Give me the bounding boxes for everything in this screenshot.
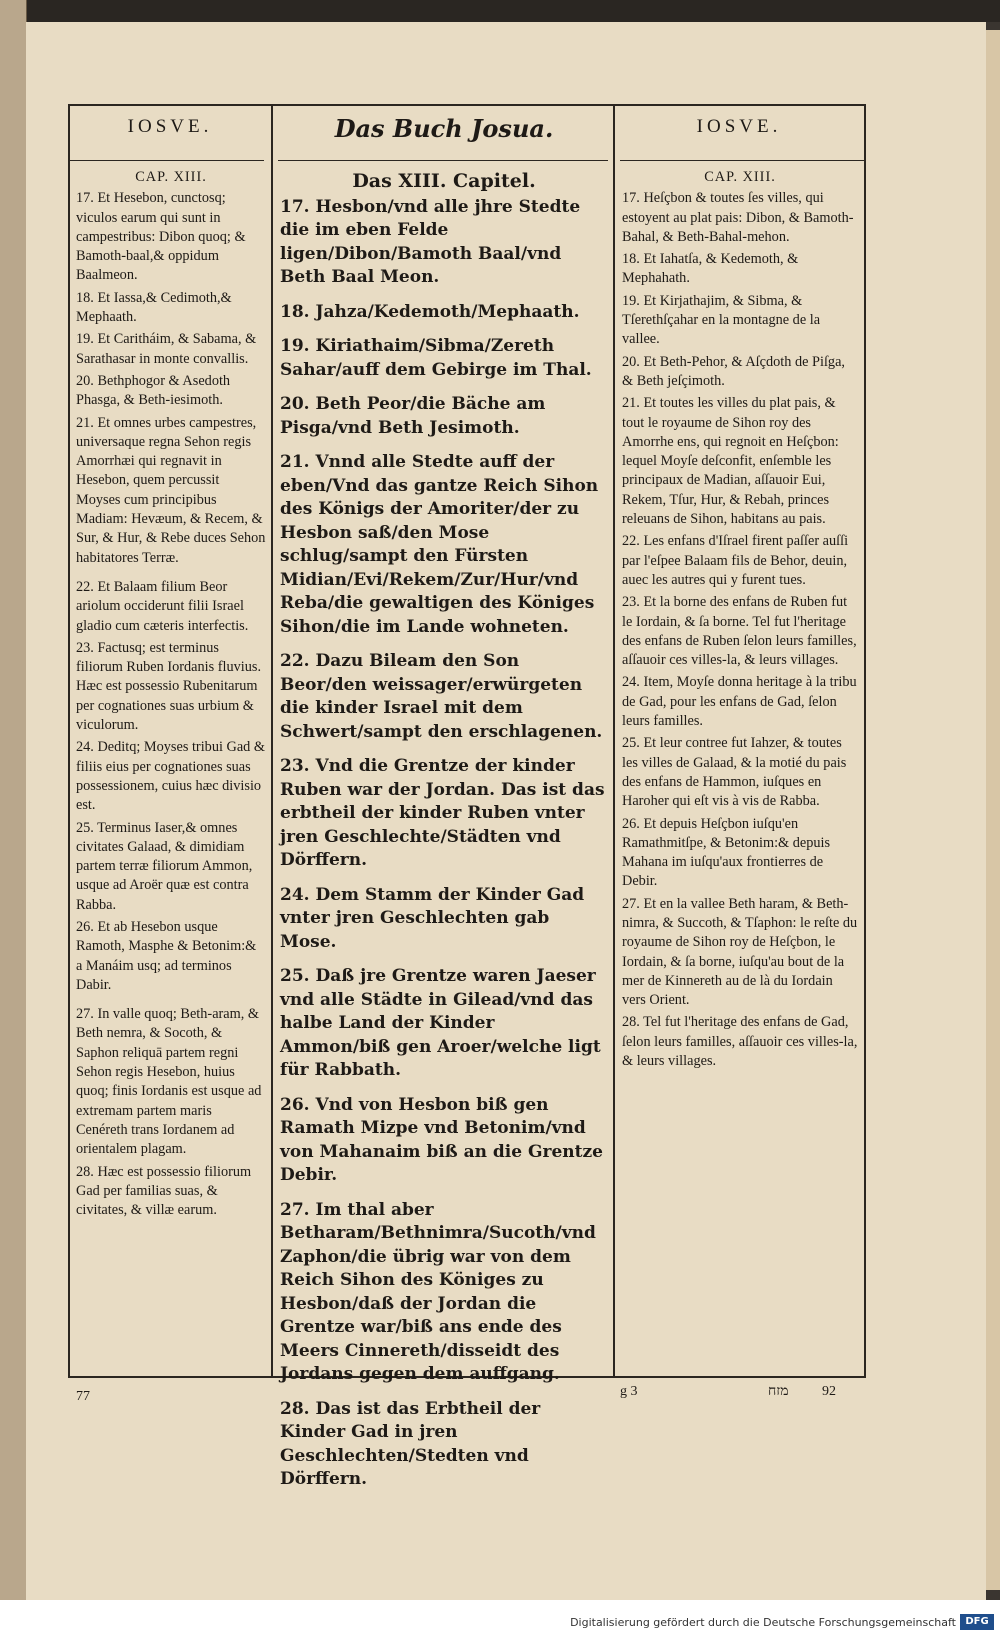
verse-27: 27. Et en la vallee Beth haram, & Beth-nimra, & Succoth, & Tſaphon: le reſte du royaume de Sihon roy de Heſçbon, le Iordain, & ſa borne, iuſqu'au bout de la mer de Kinnereth au de là du Iordain vers Orient. — [622, 895, 858, 1009]
verse-22: 22. Dazu Bileam den Son Beor/den weissager/erwürgeten die kinder Israel mit dem Schwert/sampt den erschlagenen. — [280, 651, 603, 742]
page-number: 77 — [76, 1389, 90, 1404]
dfg-logo: DFG — [960, 1614, 994, 1630]
verse-28: 28. Tel fut l'heritage des enfans de Gad, ſelon leurs familles, aſſauoir ces villes-la, & leurs villages. — [622, 1014, 858, 1070]
verse-20: 20. Beth Peor/die Bäche am Pisga/vnd Beth Jesimoth. — [280, 394, 546, 438]
verse-19: 19. Et Caritháim, & Sabama, & Sarathasar in monte convallis. — [76, 331, 257, 367]
verse-21: 21. Et omnes urbes campestres, universaque regna Sehon regis Amorrhæi qui regnavit in Hesebon, quem percussit Moyses cum principibus Madiam: Hevæum, & Recem, & Sur, & Hur, & Rebe duces Sehon habitatores Terræ. — [76, 414, 266, 566]
verse-20: 20. Bethphogor & Asedoth Phasga, & Beth-iesimoth. — [76, 372, 231, 409]
running-head-right: IOSVE. — [696, 116, 782, 137]
verse-27: 27. In valle quoq; Beth-aram, & Beth nemra, & Socoth, & Saphon reliquā partem regni Sehon regis Hesebon, huius quoq; finis Iordanis est usque ad extremam partem maris Cenéreth trans Iordanem ad orientalem plagam. — [76, 1006, 262, 1158]
german-column — [280, 170, 608, 1489]
verse-27: 27. Im thal aber Betharam/Bethnimra/Sucoth/vnd Zaphon/die übrig war von dem Reich Sihon des Königes zu Hesbon/daß der Jordan die Grentze war/biß ans ende des Meers Cinnereth/disseidt des Jordans gegen dem auffgang. — [280, 1199, 596, 1384]
hebrew-marginal: מזח — [768, 1384, 789, 1399]
verse-17: 17. Hesbon/vnd alle jhre Stedte die im eben Felde ligen/Dibon/Bamoth Baal/vnd Beth Baal Meon. — [280, 196, 581, 287]
verse-23: 23. Vnd die Grentze der kinder Ruben war der Jordan. Das ist das erbtheil der kinder Ruben vnter jren Geschlechte/Städten vnd Dörffern. — [280, 756, 605, 870]
verse-18: 18. Jahza/Kedemoth/Mephaath. — [280, 301, 580, 322]
verse-28: 28. Hæc est possessio filiorum Gad per familias suas, & civitates, & villæ earum. — [76, 1163, 252, 1219]
verse-25: 25. Daß jre Grentze waren Jaeser vnd alle Städte in Gilead/vnd das halbe Land der Kinder Ammon/biß gen Aroer/welche ligt für Rabbath. — [280, 966, 601, 1080]
head-rule-right — [620, 160, 866, 161]
verse-18: 18. Et Iahatſa, & Kedemoth, & Mephahath. — [622, 251, 799, 287]
verse-22: 22. Et Balaam filium Beor ariolum occiderunt filii Israel gladio cum cæteris interfectis. — [76, 578, 249, 634]
verse-26: 26. Et ab Hesebon usque Ramoth, Masphe & Betonim:& a Manáim usq; ad terminos Dabir. — [76, 918, 257, 993]
latin-column — [76, 168, 266, 1368]
verse-18: 18. Et Iassa,& Cedimoth,& Mephaath. — [76, 289, 232, 326]
verse-19: 19. Et Kirjathajim, & Sibma, & Tſerethſçahar en la montagne de la vallee. — [622, 292, 821, 348]
credit-text: Digitalisierung gefördert durch die Deutsche Forschungsgemeinschaft — [570, 1616, 956, 1629]
verse-19: 19. Kiriathaim/Sibma/Zereth Sahar/auff dem Gebirge im Thal. — [280, 336, 592, 380]
running-head-center: Das Buch Josua. — [334, 114, 554, 143]
right-border — [864, 104, 866, 1378]
left-border — [68, 104, 70, 1378]
book-page — [26, 22, 986, 1600]
verse-21: 21. Et toutes les villes du plat pais, & tout le royaume de Sihon roy des Amorrhe ens, qui regnoit en Heſçbon: lequel Moyſe deſconfit, enſemble les principaux de Madian, aſſauoir Eui, Rekem, Tſur, Hur, & Rebah, princes releuans de Sihon, habitans au pais. — [622, 395, 839, 528]
verse-20: 20. Et Beth-Pehor, & Aſçdoth de Piſga, & Beth jeſçimoth. — [622, 353, 845, 389]
verse-28: 28. Das ist das Erbtheil der Kinder Gad in jren Geschlechten/Stedten vnd Dörffern. — [280, 1398, 541, 1489]
head-rule-mid — [278, 160, 608, 161]
book-binding-edge — [0, 0, 27, 1600]
verse-23: 23. Et la borne des enfans de Ruben fut le Iordain, & ſa borne. Tel fut l'heritage des enfans de Ruben ſelon leurs familles, aſſauoir ces villes-la, & leurs villages. — [622, 594, 857, 669]
verse-24: 24. Dem Stamm der Kinder Gad vnter jren Geschlechten gab Mose. — [280, 884, 585, 952]
chapter-heading-latin: CAP. XIII. — [135, 169, 207, 185]
running-head-left: IOSVE. — [127, 116, 213, 137]
verse-26: 26. Et depuis Heſçbon iuſqu'en Ramathmitſpe, & Betonim:& depuis Mahana im iuſqu'aux frontierres de Debir. — [622, 815, 831, 890]
digitization-credit-bar — [0, 1600, 1000, 1647]
verse-25: 25. Terminus Iaser,& omnes civitates Galaad, & dimidiam partem terræ filiorum Ammon, usque ad Aroër quæ est contra Rabba. — [76, 819, 253, 913]
verse-26: 26. Vnd von Hesbon biß gen Ramath Mizpe vnd Betonim/vnd von Mahanaim biß an die Grentze Debir. — [280, 1094, 603, 1185]
verse-23: 23. Factusq; est terminus filiorum Ruben Iordanis fluvius. Hæc est possessio Rubenitarum per cognationes suas urbium & viculorum. — [76, 639, 262, 734]
head-rule-left — [68, 160, 264, 161]
french-column — [622, 168, 858, 1368]
verse-21: 21. Vnnd alle Stedte auff der eben/Vnd das gantze Reich Sihon des Königs der Amoriter/der zu Hesbon saß/den Mose schlug/sampt den Fürsten Midian/Evi/Rekem/Zur/Hur/vnd Reba/die gewaltigen des Königes Sihon/die im Lande wohneten. — [280, 452, 599, 637]
signature-mark: g 3 — [620, 1384, 638, 1399]
chapter-heading-german: Das XIII. Capitel. — [352, 170, 536, 192]
verse-17: 17. Heſçbon & toutes ſes villes, qui estoyent au plat pais: Dibon, & Bamoth-Bahal, & Beth-Bahal-mehon. — [622, 190, 854, 245]
chapter-heading-french: CAP. XIII. — [704, 169, 776, 185]
divider-left — [271, 104, 273, 1378]
folio-number: 92 — [822, 1384, 836, 1399]
divider-right — [613, 104, 615, 1378]
top-rule — [68, 104, 866, 106]
page-right-edge — [985, 30, 1000, 1590]
text-frame — [68, 104, 866, 1489]
scanner-top-edge — [0, 0, 1000, 22]
verse-17: 17. Et Hesebon, cunctosq; viculos earum qui sunt in campestribus: Dibon quoq; & Bamoth-baal,& oppidum Baalmeon. — [76, 190, 246, 284]
verse-24: 24. Item, Moyſe donna heritage à la tribu de Gad, pour les enfans de Gad, ſelon leurs familles. — [622, 674, 857, 730]
verse-25: 25. Et leur contree fut Iahzer, & toutes les villes de Galaad, & la motié du pais des enfans de Hammon, iuſques en Haroher qui eſt vis à vis de Rabba. — [622, 735, 847, 810]
verse-22: 22. Les enfans d'Iſrael firent paſſer auſſi par l'eſpee Balaam fils de Behor, deuin, auec les autres qui y furent tues. — [622, 533, 849, 588]
verse-24: 24. Deditq; Moyses tribui Gad & filiis eius per cognationes suas possessionem, cuius hæc divisio est. — [76, 739, 266, 814]
